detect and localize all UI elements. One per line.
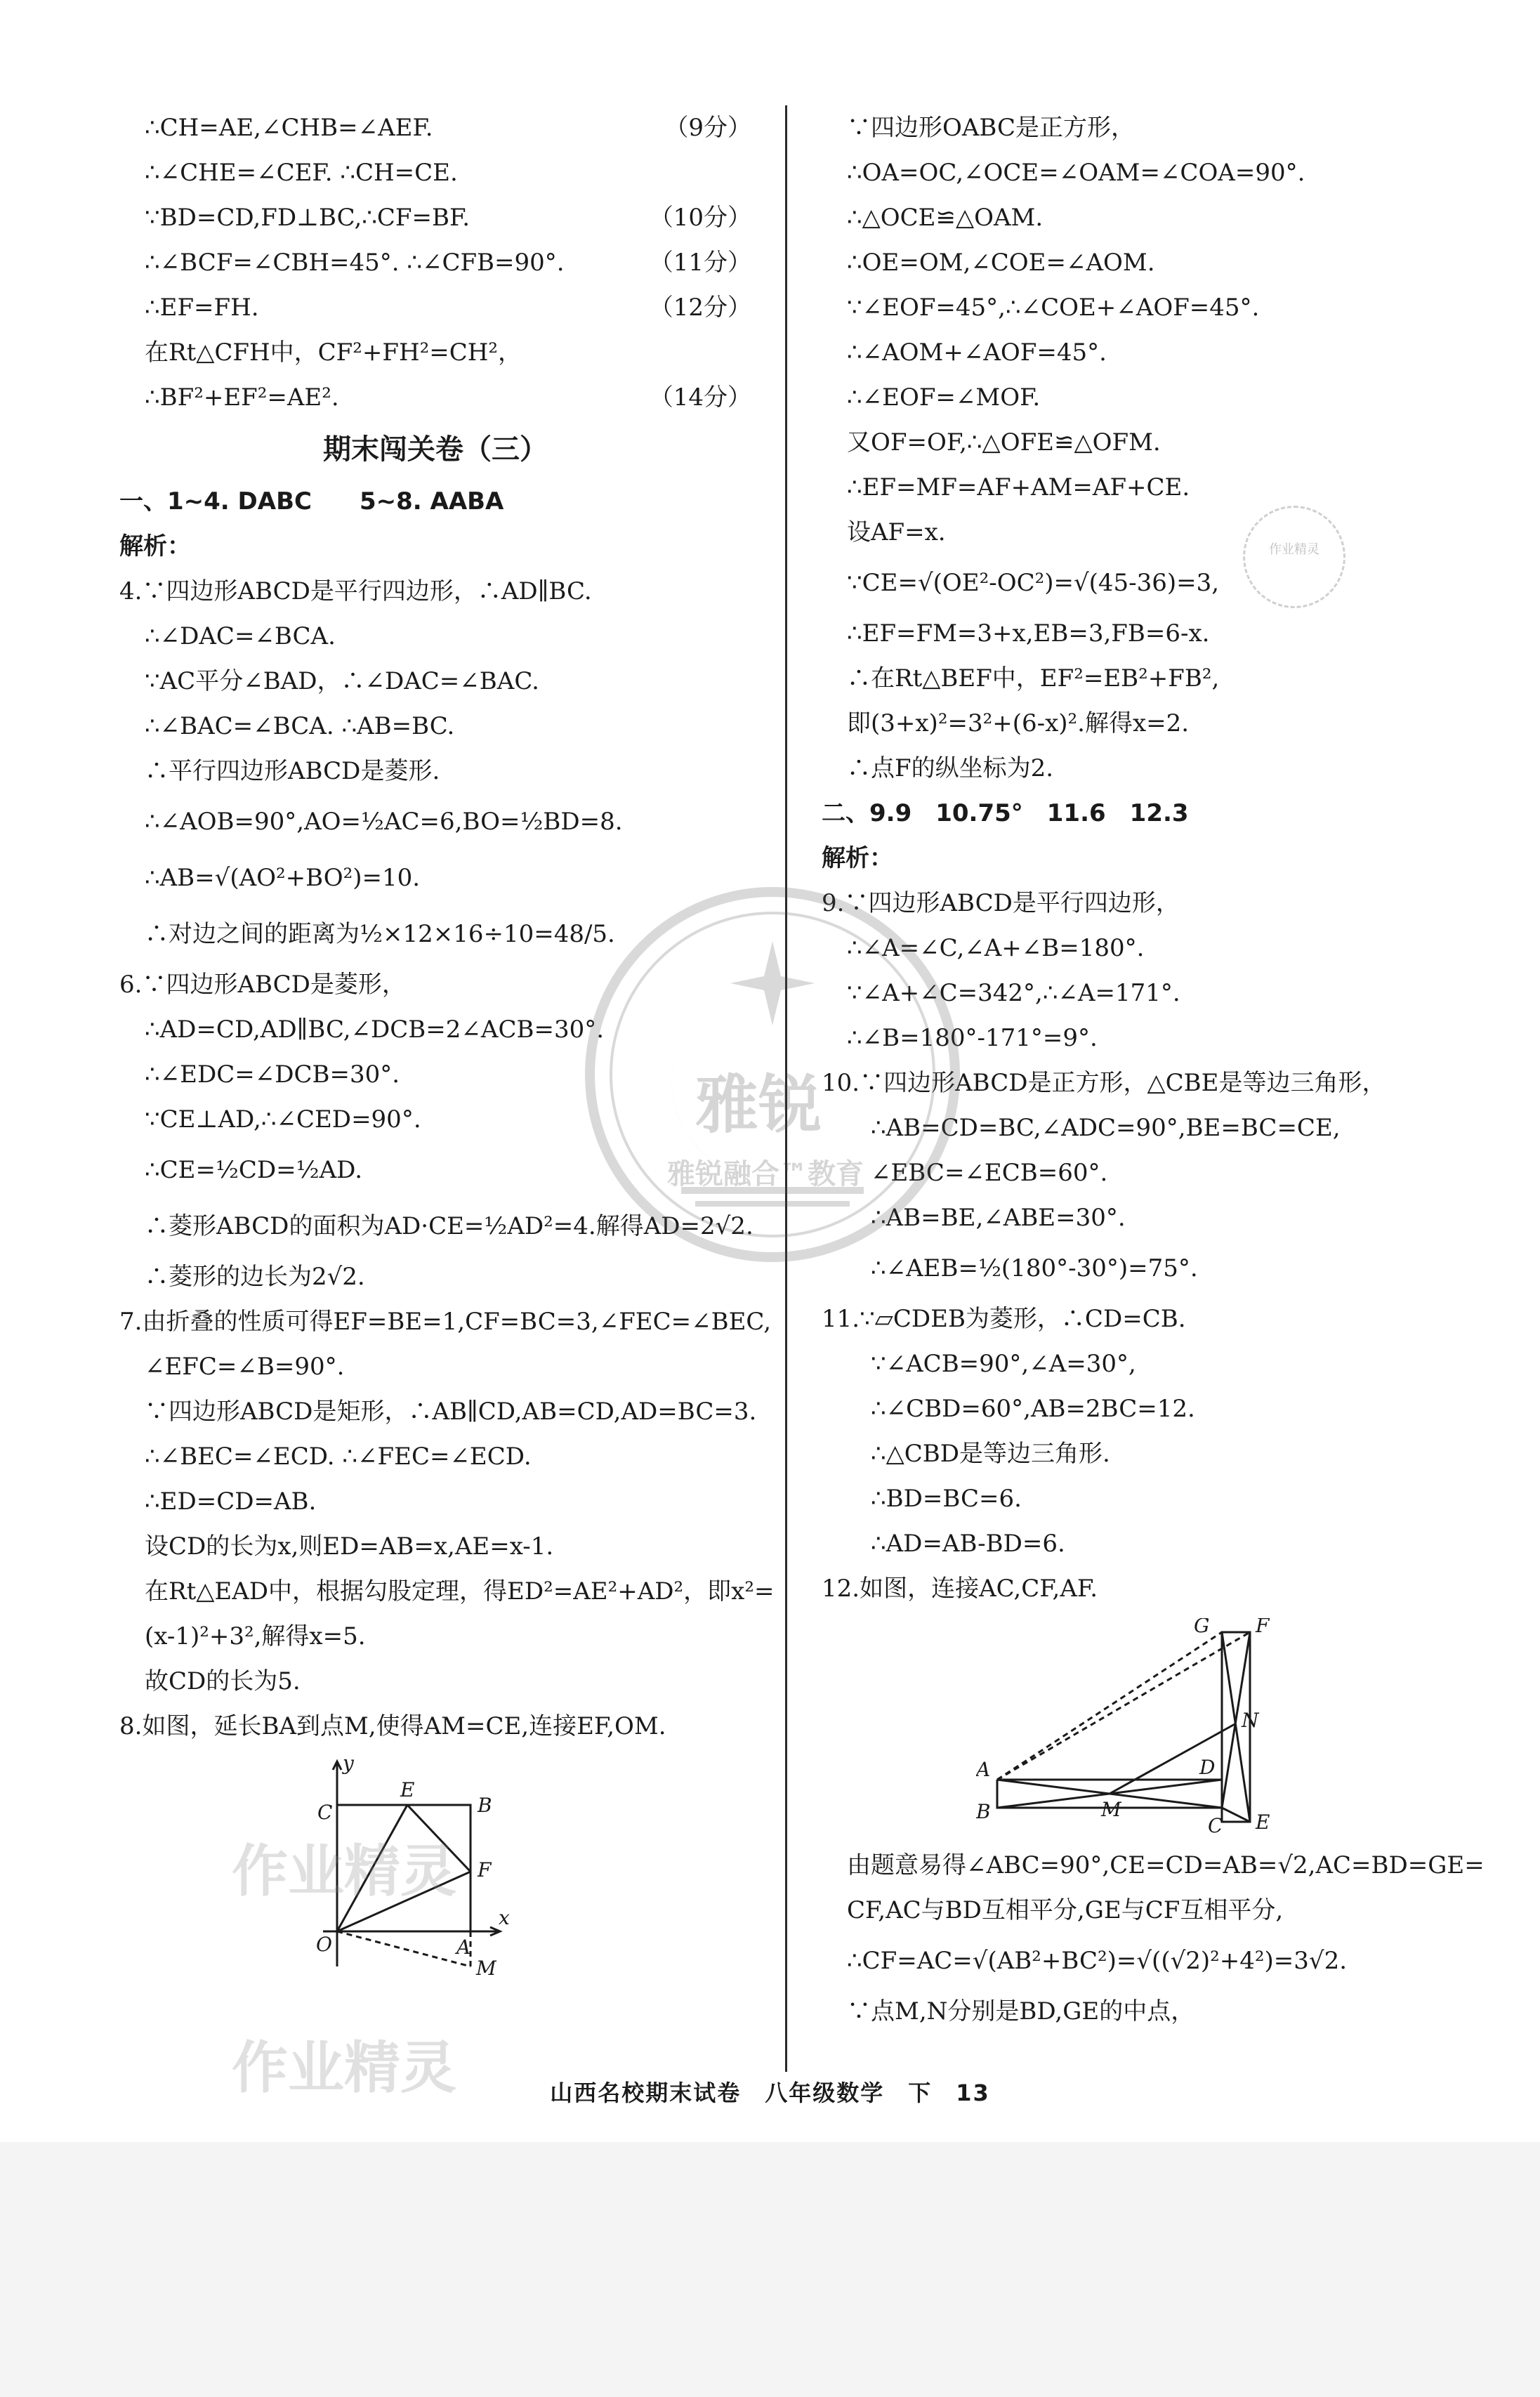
page-margin	[0, 2142, 1540, 2397]
q12-line: 12.如图，连接AC,CF,AF.	[822, 1575, 1098, 1603]
q4-line: ∴AB=√(AO²+BO²)=10.	[145, 864, 421, 892]
watermark-overlay: 作业精灵	[232, 2035, 456, 2101]
q8-solution-line: ∴点F的纵坐标为2.	[847, 754, 1054, 782]
segment-ag	[997, 1632, 1222, 1780]
q10-line: ∠EBC=∠ECB=60°.	[871, 1159, 1108, 1187]
proof-line: ∴∠CHE=∠CEF. ∴CH=CE.	[145, 159, 458, 187]
q6-line: 6.∵四边形ABCD是菱形，	[119, 971, 406, 999]
label-m: M	[476, 1957, 496, 1980]
q7-line: 在Rt△EAD中，根据勾股定理，得ED²=AE²+AD²，即x²=	[145, 1577, 775, 1605]
q8-solution-line: ∴∠AOM+∠AOF=45°.	[847, 339, 1107, 367]
q8-solution-line: ∴∠EOF=∠MOF.	[847, 383, 1041, 412]
q4-line: ∴对边之间的距离为½×12×16÷10=48/5.	[145, 920, 615, 948]
watermark-brand: 雅锐	[695, 1068, 822, 1142]
q4-line: ∵AC平分∠BAD，∴∠DAC=∠BAC.	[145, 667, 539, 695]
q7-line: 7.由折叠的性质可得EF=BE=1,CF=BC=3,∠FEC=∠BEC,	[119, 1308, 772, 1336]
q12-solution-line: ∵点M,N分别是BD,GE的中点，	[847, 1997, 1195, 2025]
q7-line: ∵四边形ABCD是矩形，∴AB∥CD,AB=CD,AD=BC=3.	[145, 1398, 757, 1426]
q6-line: ∴∠EDC=∠DCB=30°.	[145, 1060, 400, 1089]
proof-line: ∴BF²+EF²=AE². （14分）	[145, 383, 751, 412]
q11-line: 11.∵▱CDEB为菱形，∴CD=CB.	[822, 1305, 1186, 1333]
q9-line: ∴∠A=∠C,∠A+∠B=180°.	[847, 934, 1145, 962]
q8-solution-line: 又OF=OF,∴△OFE≌△OFM.	[847, 428, 1161, 457]
label-f: F	[1256, 1618, 1270, 1637]
q11-line: ∵∠ACB=90°,∠A=30°,	[871, 1350, 1136, 1378]
q10-line: ∴AB=CD=BC,∠ADC=90°,BE=BC=CE,	[871, 1114, 1341, 1142]
label-o: O	[316, 1933, 332, 1956]
label-y: y	[343, 1756, 354, 1775]
q7-line: ∴∠BEC=∠ECD. ∴∠FEC=∠ECD.	[145, 1443, 532, 1471]
q8-solution-line: ∴EF=MF=AF+AM=AF+CE.	[847, 473, 1190, 501]
q7-line: 设CD的长为x,则ED=AB=x,AE=x-1.	[145, 1532, 554, 1561]
label-x: x	[499, 1906, 510, 1929]
watermark-overlay: 作业精灵	[232, 1839, 456, 1904]
q11-line: ∴∠CBD=60°,AB=2BC=12.	[871, 1395, 1195, 1423]
watermark-sub: 雅锐融合™教育	[667, 1158, 864, 1190]
segment-ce	[1222, 1808, 1250, 1822]
analysis-heading: 解析：	[822, 844, 893, 872]
label-e: E	[1256, 1811, 1270, 1834]
proof-line: ∴∠BCF=∠CBH=45°. ∴∠CFB=90°. （11分）	[145, 249, 751, 277]
q6-line: ∴菱形的边长为2√2.	[145, 1263, 365, 1291]
q7-line: 故CD的长为5.	[145, 1667, 301, 1695]
label-a: A	[976, 1758, 991, 1781]
proof-line: 在Rt△CFH中，CF²+FH²=CH²，	[145, 339, 522, 367]
label-f: F	[478, 1858, 492, 1882]
column-divider	[785, 105, 787, 2072]
q8-solution-line: ∵四边形OABC是正方形，	[847, 114, 1136, 142]
q11-line: ∴BD=BC=6.	[871, 1485, 1022, 1513]
q7-line: ∴ED=CD=AB.	[145, 1488, 317, 1516]
answers-part-one: 一、1~4. DABC 5~8. AABA	[119, 487, 504, 515]
right-column	[822, 105, 1485, 2034]
q9-line: ∴∠B=180°-171°=9°.	[847, 1024, 1098, 1052]
q4-line: ∴∠BAC=∠BCA. ∴AB=BC.	[145, 712, 455, 740]
figure-q12-svg	[976, 1618, 1285, 1843]
page-footer: 山西名校期末试卷 八年级数学 下 13	[550, 2080, 990, 2106]
q12-solution-line: ∴CF=AC=√(AB²+BC²)=√((√2)²+4²)=3√2.	[847, 1947, 1348, 1975]
q11-line: ∴AD=AB-BD=6.	[871, 1530, 1065, 1558]
label-d: D	[1199, 1756, 1216, 1779]
segment-om	[337, 1931, 470, 1966]
label-b: B	[976, 1800, 991, 1823]
q4-line: ∴∠DAC=∠BCA.	[145, 622, 336, 650]
q6-line: ∴CE=½CD=½AD.	[145, 1156, 363, 1184]
q8-solution-line: ∴OA=OC,∠OCE=∠OAM=∠COA=90°.	[847, 159, 1305, 187]
proof-line: ∵BD=CD,FD⊥BC,∴CF=BF. （10分）	[145, 204, 751, 232]
q8-solution-line: ∴OE=OM,∠COE=∠AOM.	[847, 249, 1155, 277]
q4-line: 4.∵四边形ABCD是平行四边形，∴AD∥BC.	[119, 577, 592, 605]
label-g: G	[1194, 1618, 1210, 1637]
q6-line: ∴AD=CD,AD∥BC,∠DCB=2∠ACB=30°.	[145, 1016, 605, 1044]
q12-solution-line: 由题意易得∠ABC=90°,CE=CD=AB=√2,AC=BD=GE=	[847, 1851, 1485, 1879]
label-b: B	[478, 1794, 492, 1817]
segment-mn	[1110, 1723, 1236, 1794]
q10-line: ∴AB=BE,∠ABE=30°.	[871, 1204, 1126, 1232]
q7-line: (x-1)²+3²,解得x=5.	[145, 1622, 366, 1650]
q8-solution-line: ∴△OCE≌△OAM.	[847, 204, 1044, 232]
label-c: C	[1208, 1814, 1223, 1837]
watermark-stamp	[1243, 506, 1345, 608]
q12-solution-line: CF,AC与BD互相平分,GE与CF互相平分,	[847, 1896, 1284, 1924]
answers-part-two: 二、9.9 10.75° 11.6 12.3	[822, 799, 1189, 827]
q7-line: ∠EFC=∠B=90°.	[145, 1353, 345, 1381]
q4-line: ∴∠AOB=90°,AO=½AC=6,BO=½BD=8.	[145, 808, 623, 836]
q8-solution-line: 即(3+x)²=3²+(6-x)².解得x=2.	[847, 709, 1190, 737]
section-title: 期末闯关卷（三）	[323, 433, 548, 466]
label-c: C	[317, 1801, 333, 1824]
q10-line: ∴∠AEB=½(180°-30°)=75°.	[871, 1254, 1198, 1282]
q11-line: ∴△CBD是等边三角形.	[871, 1440, 1110, 1468]
label-n: N	[1242, 1709, 1259, 1732]
q8-solution-line: ∴在Rt△BEF中，EF²=EB²+FB²,	[847, 664, 1220, 692]
q6-line: ∵CE⊥AD,∴∠CED=90°.	[145, 1105, 421, 1134]
proof-line: ∴EF=FH. （12分）	[145, 294, 751, 322]
q8-line: 8.如图，延长BA到点M,使得AM=CE,连接EF,OM.	[119, 1712, 666, 1740]
label-m: M	[1101, 1798, 1121, 1821]
figure-q12	[976, 1618, 1285, 1843]
q8-solution-line: ∵CE=√(OE²-OC²)=√(45-36)=3,	[847, 569, 1220, 597]
proof-line: ∴CH=AE,∠CHB=∠AEF. （9分）	[145, 114, 751, 142]
q8-solution-line: ∴EF=FM=3+x,EB=3,FB=6-x.	[847, 619, 1210, 648]
q8-solution-line: 设AF=x.	[847, 518, 946, 546]
label-a: A	[456, 1936, 471, 1959]
stamp-text: 作业精灵	[1269, 542, 1319, 557]
q4-line: ∴平行四边形ABCD是菱形.	[145, 757, 440, 785]
analysis-heading: 解析：	[119, 532, 191, 560]
q10-line: 10.∵四边形ABCD是正方形，△CBE是等边三角形，	[822, 1069, 1386, 1097]
q8-solution-line: ∵∠EOF=45°,∴∠COE+∠AOF=45°.	[847, 294, 1260, 322]
q9-line: 9.∵四边形ABCD是平行四边形，	[822, 889, 1180, 917]
q9-line: ∵∠A+∠C=342°,∴∠A=171°.	[847, 979, 1180, 1007]
q6-line: ∴菱形ABCD的面积为AD·CE=½AD²=4.解得AD=2√2.	[145, 1212, 753, 1240]
label-e: E	[400, 1778, 415, 1801]
